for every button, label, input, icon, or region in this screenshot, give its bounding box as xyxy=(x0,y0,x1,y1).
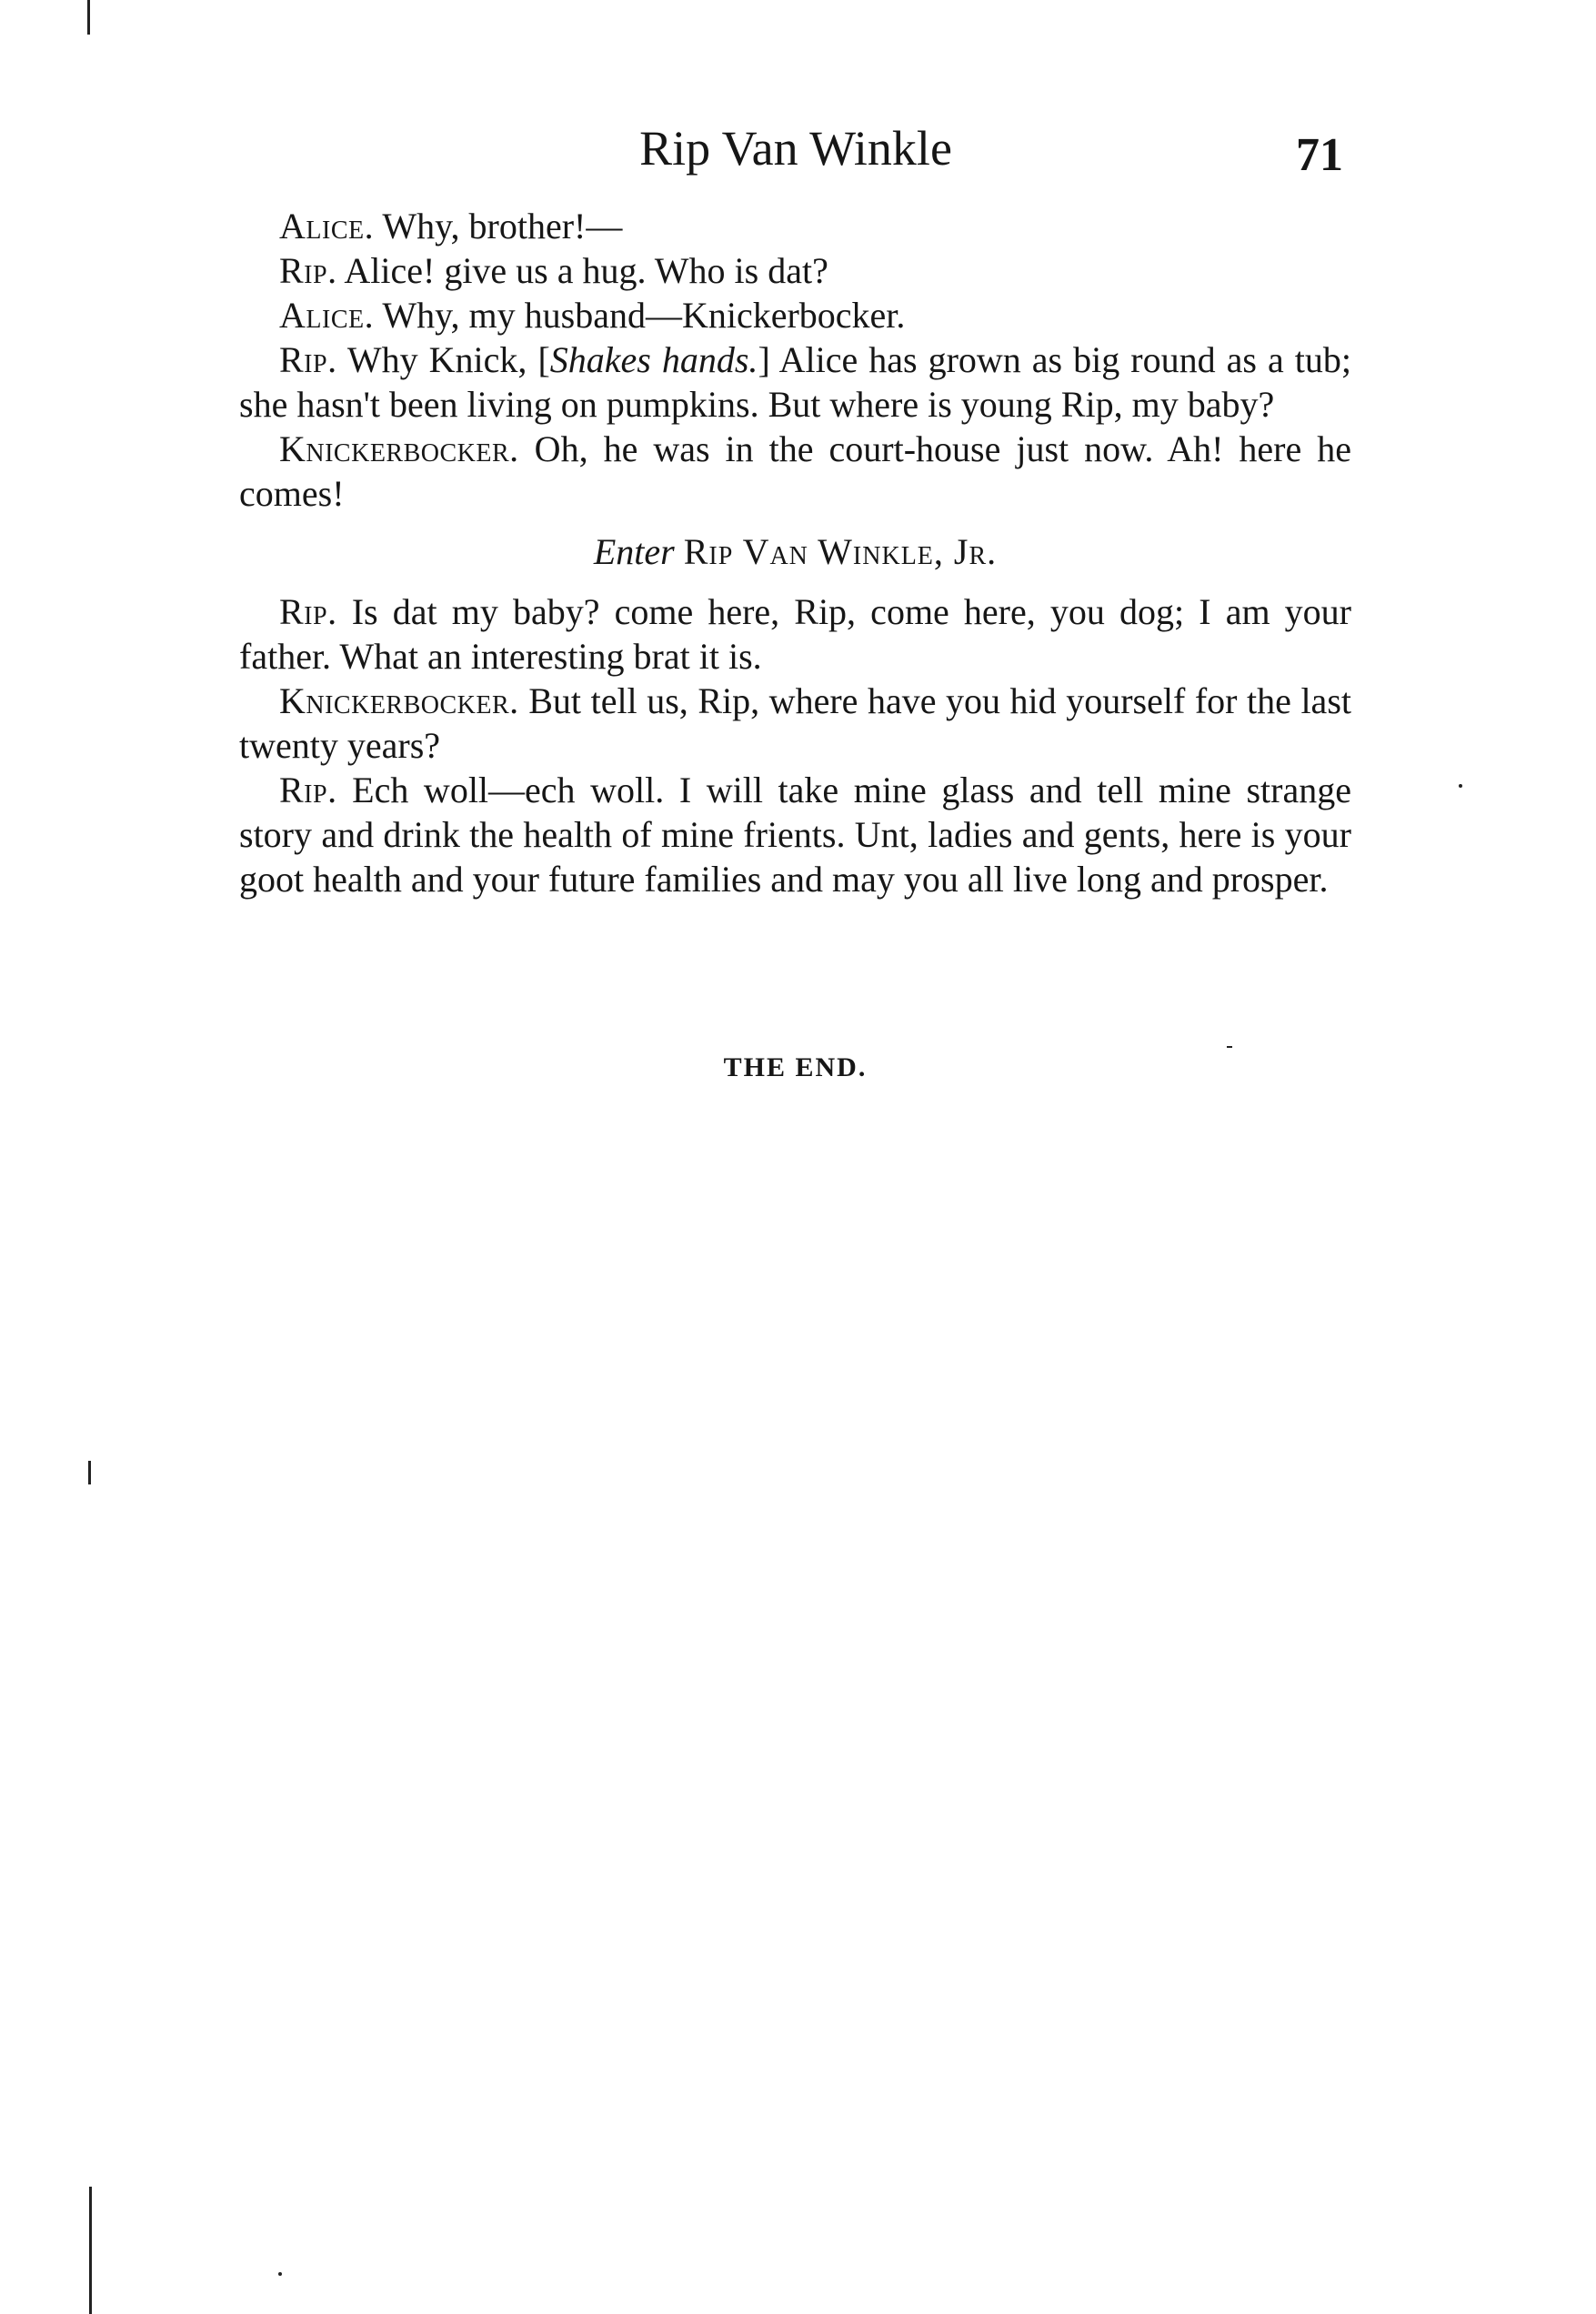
speech-text: Ech woll—ech woll. I will take mine glass and tell mine strange story and drink the health of mine frients. Unt, ladies and gents, here is your goot health and your future families and may you all live long and prosper. xyxy=(239,770,1351,900)
running-header-title: Rip Van Winkle xyxy=(639,121,952,176)
speech-line xyxy=(239,337,1351,427)
play-text xyxy=(239,204,1351,901)
scan-artifact-mark xyxy=(87,0,90,35)
speech-text: ] Alice has grown as big round as a tub; she hasn't been living on pumpkins. But where is young Rip, my baby? xyxy=(239,339,1351,425)
speech-line xyxy=(239,204,1351,248)
speaker-name: Rip. xyxy=(279,250,337,291)
speaker-name: Knickerbocker. xyxy=(279,428,519,469)
scan-artifact-mark xyxy=(88,1461,91,1484)
speaker-name: Rip. xyxy=(279,591,337,632)
speech-line xyxy=(239,248,1351,293)
stage-direction xyxy=(239,529,1351,574)
speaker-name: Rip. xyxy=(279,770,337,810)
speech-text: Why, my husband—Knickerbocker. xyxy=(374,295,906,336)
speech-text: Oh, he was in the court-house just now. Ah! here he comes! xyxy=(239,428,1351,514)
stage-enter: Enter xyxy=(593,531,675,572)
stage-character: Rip Van Winkle, Jr. xyxy=(683,531,998,572)
page-number: 71 xyxy=(1296,129,1343,181)
scan-artifact-mark xyxy=(1227,1046,1232,1048)
scan-artifact-mark xyxy=(1459,784,1462,788)
speech-text: But tell us, Rip, where have you hid yourself for the last twenty years? xyxy=(239,680,1351,766)
speaker-name: Alice. xyxy=(279,206,375,246)
speech-text: Why Knick, [ xyxy=(336,339,550,380)
speaker-name: Knickerbocker. xyxy=(279,680,519,721)
inline-stage-direction: Shakes hands. xyxy=(549,339,758,380)
speech-line xyxy=(239,589,1351,679)
speech-text: Alice! give us a hug. Who is dat? xyxy=(336,250,828,291)
speech-line xyxy=(239,768,1351,901)
speech-text: Why, brother!— xyxy=(374,206,623,246)
the-end-marker: THE END. xyxy=(723,1052,868,1082)
scan-artifact-mark xyxy=(278,2272,282,2276)
speaker-name: Rip. xyxy=(279,339,337,380)
scan-artifact-mark xyxy=(89,2187,92,2314)
speech-line xyxy=(239,679,1351,768)
speech-line xyxy=(239,293,1351,337)
speech-text: Is dat my baby? come here, Rip, come here, you dog; I am your father. What an interesting brat it is. xyxy=(239,591,1351,677)
speech-line xyxy=(239,427,1351,516)
speaker-name: Alice. xyxy=(279,295,375,336)
